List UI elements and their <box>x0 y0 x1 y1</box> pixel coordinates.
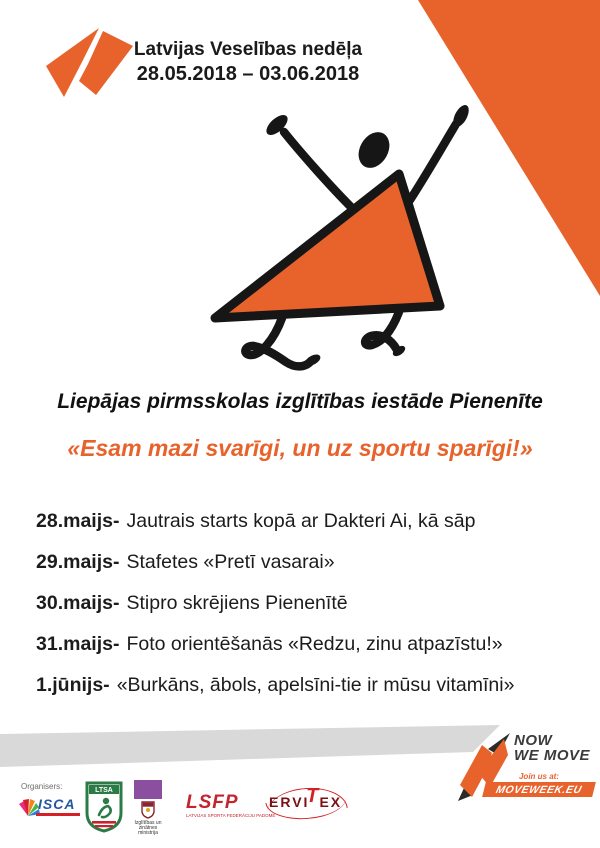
lsfp-logo <box>186 792 276 818</box>
schedule-date: 30.maijs- <box>36 592 120 614</box>
event-dates: 28.05.2018 – 03.06.2018 <box>136 63 360 85</box>
schedule-item <box>36 592 576 633</box>
moveweek-banner <box>482 782 596 797</box>
ministry-logo <box>131 780 165 836</box>
now-we-move-block <box>450 725 600 815</box>
schedule-date: 29.maijs- <box>36 551 120 573</box>
organisers-label: Organisers: <box>21 782 63 791</box>
schedule-event: Stafetes «Pretī vasarai» <box>126 551 335 573</box>
isca-caption-bar <box>36 813 80 816</box>
ervitex-logo <box>264 786 348 820</box>
event-name: Latvijas Veselības nedēļa <box>133 39 363 60</box>
ministry-purple-flag <box>134 780 162 799</box>
schedule-date: 1.jūnijs- <box>36 674 110 696</box>
nwm-line2: WE MOVE <box>514 747 591 764</box>
slogan: «Esam mazi svarīgi, un uz sportu sparīgi!» <box>67 435 533 461</box>
figure-triangle-body <box>215 174 440 318</box>
schedule-item <box>36 510 576 551</box>
now-we-move-logo-icon <box>0 0 600 420</box>
nwm-line1: NOW <box>514 732 553 749</box>
nwm-join-label: Join us at: <box>518 772 559 781</box>
header-arrow-logo-icon <box>46 28 133 97</box>
schedule-event: Jautrais starts kopā ar Dakteri Ai, kā sāp <box>126 510 476 532</box>
schedule-item <box>36 633 576 674</box>
schedule-item <box>36 674 576 715</box>
ministry-caption: Izglītības un zinātnes ministrija <box>134 820 162 836</box>
schedule-date: 31.maijs- <box>36 633 120 655</box>
schedule-event: Foto orientēšanās «Redzu, zinu atpazīstu!» <box>126 633 503 655</box>
ltsa-logo <box>85 781 123 833</box>
ervitex-wordmark: ERVI EX <box>269 794 343 810</box>
isca-wordmark: ISCA <box>38 796 76 812</box>
schedule-item <box>36 551 576 592</box>
lsfp-caption: LATVIJAS SPORTA FEDERĀCIJU PADOME <box>186 813 276 818</box>
page-title: Liepājas pirmsskolas izglītības iestāde Pienenīte <box>57 390 543 413</box>
schedule-list <box>36 510 576 715</box>
lsfp-wordmark: LSFP <box>186 792 239 813</box>
ervitex-t-letter: T <box>306 785 319 807</box>
latvia-coat-of-arms-icon <box>138 801 158 819</box>
schedule-event: Stipro skrējiens Pienenītē <box>126 592 348 614</box>
svg-text:LTSA: LTSA <box>95 787 113 794</box>
schedule-date: 28.maijs- <box>36 510 120 532</box>
schedule-event: «Burkāns, ābols, apelsīni-tie ir mūsu vitamīni» <box>116 674 515 696</box>
isca-logo <box>18 794 80 818</box>
moveweek-url: MOVEWEEK.EU <box>494 783 584 796</box>
